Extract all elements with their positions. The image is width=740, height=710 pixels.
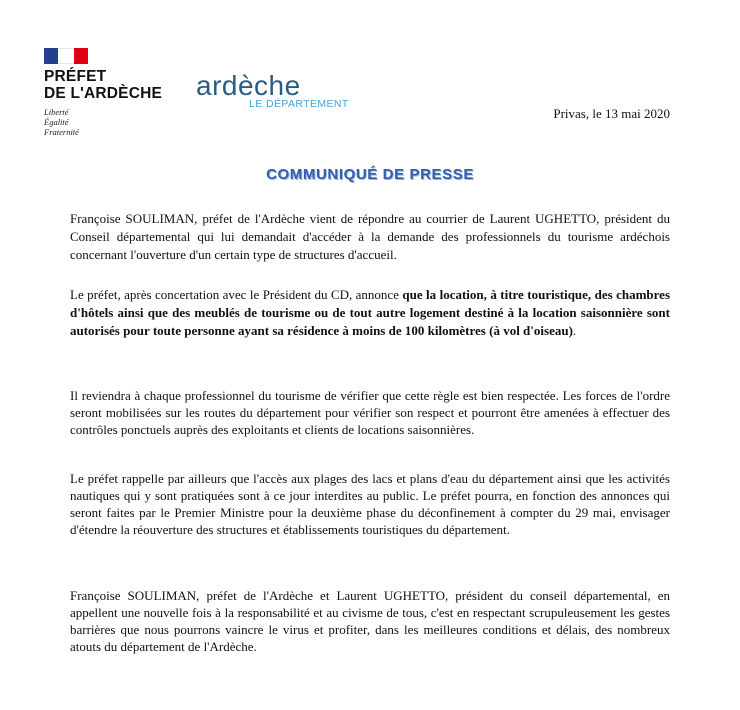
- paragraph-2-end: .: [572, 323, 577, 338]
- prefecture-name: [44, 68, 162, 102]
- paragraph-4: Le préfet rappelle par ailleurs que l'accès aux plages des lacs et plans d'eau du département ainsi que les activités nautiques qui y sont pratiquées sont à ce jour interdites au public. Le préfet pourra, en fonction des annonces qui seront faites par le Premier Ministre pour la deuxième phase du déconfinement à compter du 29 mai, envisager d'étendre la réouverture des structures et établissements touristiques du département.: [70, 471, 670, 537]
- french-flag-logo: [44, 48, 88, 64]
- document-date: Privas, le 13 mai 2020: [553, 106, 670, 121]
- paragraph-2-bold: que la location, à titre touristique, des chambres d'hôtels ainsi que des meublés de tourisme ou de tout autre logement destiné à la location saisonnière sont autorisés pour toute personne ayant sa résidence à moins de 100 kilomètres (à vol d'oiseau): [70, 287, 671, 338]
- republic-motto: [44, 107, 79, 137]
- paragraph-2-intro: Le préfet, après concertation avec le Président du CD, annonce: [70, 287, 403, 302]
- prefet-line-2: DE L'ARDÈCHE: [44, 85, 163, 102]
- paragraph-2: [70, 286, 670, 340]
- ardeche-logo-subtitle: LE DÉPARTEMENT: [249, 98, 349, 110]
- document-title: COMMUNIQUÉ DE PRESSE: [266, 166, 474, 183]
- prefet-line-1: PRÉFET: [44, 68, 107, 85]
- motto-fraternite: Fraternité: [44, 127, 79, 137]
- paragraph-5: Françoise SOULIMAN, préfet de l'Ardèche et Laurent UGHETTO, président du conseil départemental, en appellent une nouvelle fois à la responsabilité et au civisme de tous, c'est en respectant scrupuleusement les gestes barrières que nous pourrons vaincre le virus et profiter, dans les meilleures conditions et délais, des nombreux atouts du département de l'Ardèche.: [70, 588, 670, 654]
- paragraph-3: Il reviendra à chaque professionnel du tourisme de vérifier que cette règle est bien respectée. Les forces de l'ordre seront mobilisées sur les routes du département pour vérifier son respect et pourront être amenées à effectuer des contrôles ponctuels auprès des exploitants et clients de locations saisonnières.: [70, 388, 670, 437]
- motto-liberte: Liberté: [44, 107, 69, 117]
- ardeche-logo: ardèche: [196, 70, 301, 101]
- motto-egalite: Égalité: [44, 117, 69, 127]
- paragraph-1: Françoise SOULIMAN, préfet de l'Ardèche vient de répondre au courrier de Laurent UGHETTO, président du Conseil départemental qui lui demandait d'accéder à la demande des professionnels du tourisme ardéchois concernant l'ouverture d'un certain type de structures d'accueil.: [70, 211, 670, 262]
